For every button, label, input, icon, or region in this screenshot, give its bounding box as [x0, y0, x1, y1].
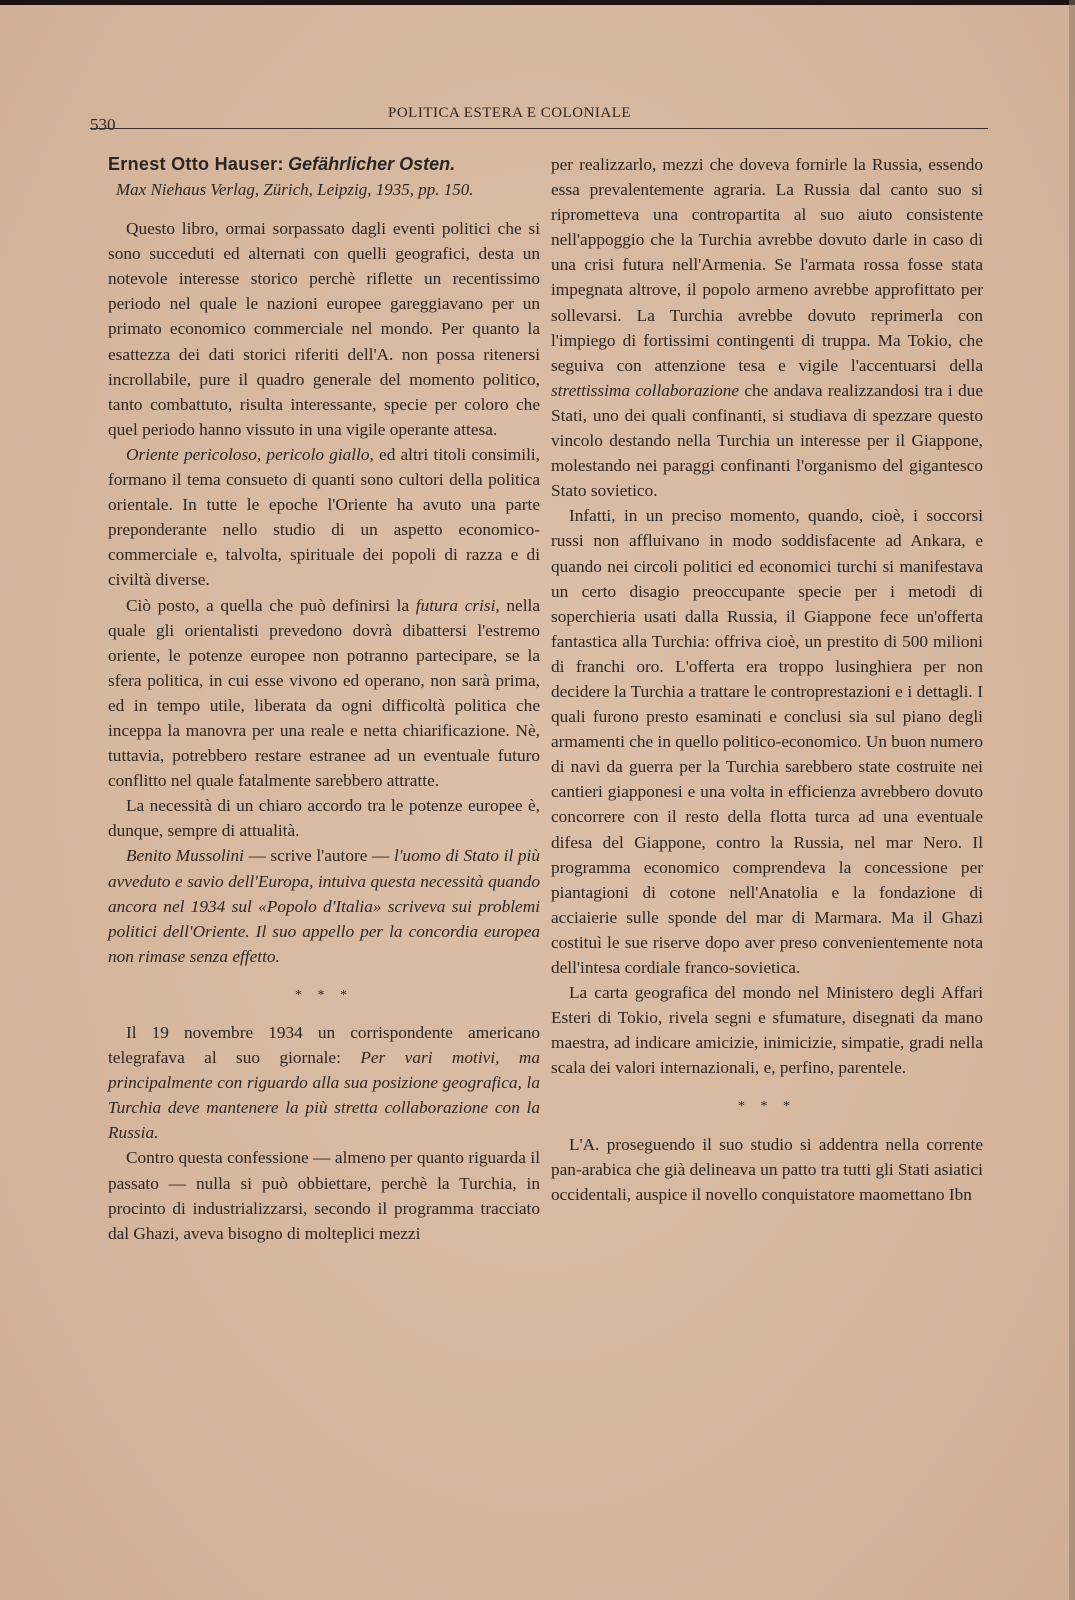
paragraph [551, 152, 983, 503]
page-right-edge [1069, 0, 1075, 1600]
paragraph-text: Il 19 novembre 1934 un corrispondente americano telegrafava al suo giornale: [108, 1023, 540, 1068]
italic-phrase: strettissima collaborazione [551, 380, 740, 400]
paragraph [108, 843, 540, 968]
paragraph: Questo libro, ormai sorpassato dagli eventi politici che si sono succeduti ed alternati con quelli geografici, desta un notevole interesse storico perchè riflette un recentissimo periodo nel quale le nazioni europee gareggiavano per un primato economico commerciale nel mondo. Per quanto la esattezza dei dati storici riferiti dell'A. non possa ritenersi incrollabile, pure il quadro generale del momento politico, tanto combattuto, risulta interessante, specie per coloro che quel periodo hanno vissuto in una vigile operante attesa. [108, 219, 540, 439]
book-publication: Max Niehaus Verlag, Zürich, Leipzig, 1935, pp. 150. [116, 180, 474, 200]
running-head [90, 100, 990, 140]
paragraph [108, 1020, 540, 1145]
right-column [551, 152, 983, 1207]
italic-phrase: Benito Mussolini [126, 846, 244, 866]
running-title: POLITICA ESTERA E COLONIALE [388, 105, 632, 121]
paragraph: Contro questa confessione — almeno per quanto riguarda il passato — nulla si può obbiettare, perchè la Turchia, in procinto di industrializzarsi, secondo il programma tracciato dal Ghazi, aveva bisogno di molteplici mezzi [108, 1148, 540, 1243]
book-author: Ernest Otto Hauser: [108, 154, 284, 174]
italic-quote: l'uomo di Stato il più avveduto e savio dell'Europa, intuiva questa necessità quando ancora nel 1934 sul «Popolo d'Italia» scriveva sui problemi politici dell'Oriente. Il suo appello per la concordia europea non rimase senza effetto. [108, 846, 540, 966]
page-top-edge [0, 0, 1075, 5]
section-separator: * * * [295, 987, 353, 1003]
book-reference [108, 152, 540, 202]
paragraph: La carta geografica del mondo nel Ministero degli Affari Esteri di Tokio, rivela segni e sfumature, disegnati da mano maestra, ad indicare amicizie, inimicizie, simpatie, gradi nella scala dei valori internazionali, e, perfino, parentele. [551, 983, 983, 1078]
paragraph: L'A. proseguendo il suo studio si addentra nella corrente pan-arabica che già delineava un patto tra tutti gli Stati asiatici occidentali, auspice il novello conquistatore maomettano Ibn [551, 1134, 983, 1204]
italic-quote: Per vari motivi, ma principalmente con riguardo alla sua posizione geografica, la Turchia deve mantenere la più stretta collaborazione con la Russia. [108, 1048, 540, 1143]
paragraph-text: Ciò posto, a quella che può definirsi la [126, 595, 416, 615]
section-separator: * * * [738, 1099, 796, 1115]
paragraph-text: nella quale gli orientalisti prevedono dovrà dibattersi l'estremo oriente, le potenze europee non potranno partecipare, se la sfera politica, in cui esse vivono ed operano, non sarà prima, ed in tempo utile, liberata da ogni difficoltà politica che inceppa la manovra per una reale e netta chiarificazione. Nè, tuttavia, potrebbero restare estranee ad un eventuale futuro conflitto nel quale fatalmente sarebbero attratte. [108, 595, 540, 791]
page-number: 530 [90, 115, 116, 134]
paragraph: Infatti, in un preciso momento, quando, cioè, i soccorsi russi non affluivano in modo soddisfacente ad Ankara, e quando nei circoli politici ed economici turchi si manifestava un certo disagio preoccupante specie per i metodi di soperchieria usati dalla Russia, il Giappone fece un'offerta fantastica alla Turchia: offriva cioè, un prestito di 500 milioni di franchi oro. L'offerta era troppo lusinghiera per non decidere la Turchia a trattare le controprestazioni e i dettagli. I quali furono presto esaminati e conclusi sia sul piano degli armamenti che in quello politico-economico. Un buon numero di navi da guerra per la Turchia sarebbero state costruite nei cantieri giapponesi e una volta in efficienza avrebbero dovuto concorrere con il resto della flotta turca ad una eventuale difesa del Giappone, contro la Russia, nel mar Nero. Il programma economico comprendeva la concessione per piantagioni di cotone nell'Anatolia e la fondazione di acciaierie sulle sponde del mar di Marmara. Ma il Ghazi costituì le sue riserve dopo aver preso convenientemente nota dell'intesa cordiale franco-sovietica. [551, 506, 983, 977]
left-column [108, 152, 540, 1246]
header-rule [90, 128, 988, 129]
italic-phrase: Oriente pericoloso, pericolo giallo, [126, 444, 374, 464]
paragraph-text: per realizzarlo, mezzi che doveva fornirle la Russia, essendo essa prevalentemente agraria. La Russia dal canto suo si riprometteva una contropartita al suo aiuto consistente nell'appoggio che la Turchia avrebbe dovuto darle in caso di una crisi futura nell'Armenia. Se l'armata rossa fosse stata impegnata altrove, il popolo armeno avrebbe approfittato per sollevarsi. La Turchia avrebbe dovuto reprimerla con l'impiego di fortissimi contingenti di truppa. Ma Tokio, che seguiva con attenzione tesa e vigile l'accentuarsi della [551, 155, 983, 375]
paragraph-text: — scrive l'autore — [243, 846, 394, 866]
book-title: Gefährlicher Osten. [288, 154, 456, 174]
paragraph [108, 593, 540, 794]
paragraph [108, 442, 540, 593]
paragraph-text: che andava realizzandosi tra i due Stati, uno dei quali confinanti, si studiava di spezzare questo vincolo destando nella Turchia un interesse per il Giappone, molestando nei paraggi confinanti l'organismo del gigantesco Stato sovietico. [551, 380, 983, 501]
italic-phrase: futura crisi, [415, 595, 500, 615]
paragraph: La necessità di un chiaro accordo tra le potenze europee è, dunque, sempre di attualità. [108, 796, 540, 841]
paragraph-text: ed altri titoli consimili, formano il tema consueto di quanti sono cultori della politica orientale. In tutte le epoche l'Oriente ha avuto una parte preponderante nello studio di un aspetto economico-commerciale e, talvolta, spirituale dei popoli di razza e di civiltà diverse. [108, 444, 540, 590]
